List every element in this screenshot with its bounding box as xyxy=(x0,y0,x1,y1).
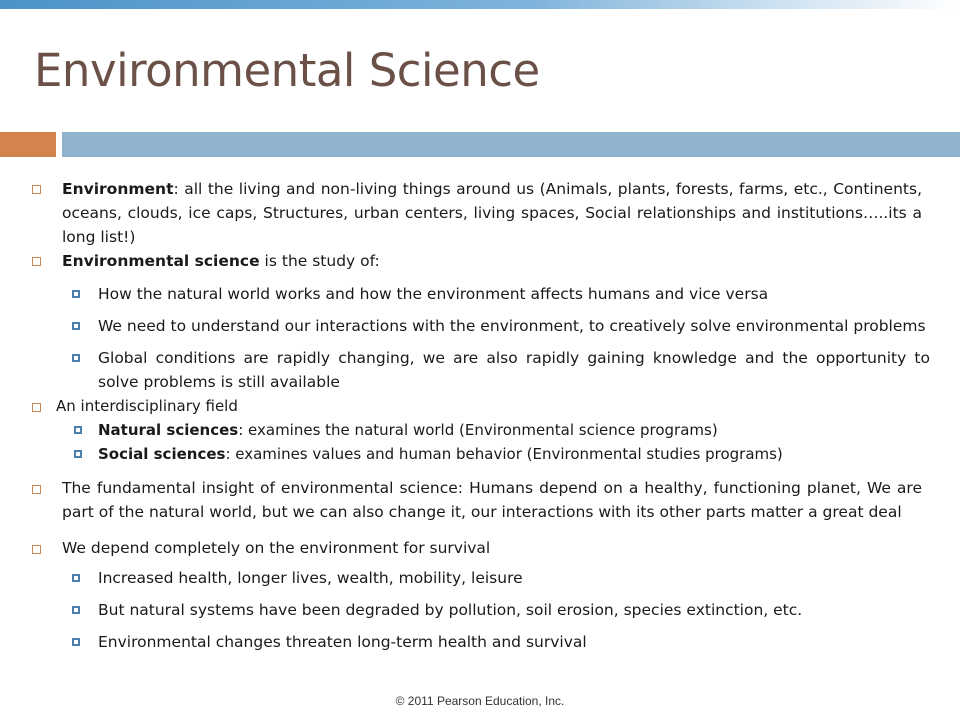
filled-square-bullet-icon xyxy=(74,426,82,434)
bullet-environmental-science: Environmental science is the study of: xyxy=(62,252,380,270)
bullet-depend-environment: We depend completely on the environment for survival xyxy=(62,539,491,557)
bullet-fundamental-insight: The fundamental insight of environmental science: Humans depend on a healthy, functioning planet, We are part of the natural world, but we can also change it, our interactions with its other parts matter a great deal xyxy=(62,479,922,521)
square-bullet-icon xyxy=(32,403,41,412)
square-bullet-icon xyxy=(32,545,41,554)
square-bullet-icon xyxy=(32,257,41,266)
sub-bullet: Global conditions are rapidly changing, we are also rapidly gaining knowledge and the opportunity to solve problems is still available xyxy=(98,349,930,391)
square-bullet-icon xyxy=(32,185,41,194)
filled-square-bullet-icon xyxy=(72,638,80,646)
filled-square-bullet-icon xyxy=(72,606,80,614)
bullet-interdisciplinary: An interdisciplinary field xyxy=(56,397,238,415)
slide-title: Environmental Science xyxy=(34,44,540,97)
sub-bullet-social-sciences: Social sciences: examines values and human behavior (Environmental studies programs) xyxy=(98,445,783,463)
filled-square-bullet-icon xyxy=(72,322,80,330)
filled-square-bullet-icon xyxy=(72,574,80,582)
sub-bullet: How the natural world works and how the environment affects humans and vice versa xyxy=(98,285,769,303)
bullet-environment: Environment: all the living and non-living things around us (Animals, plants, forests, farms, etc., Continents, oceans, clouds, ice caps, Structures, urban centers, living spaces, Social relationships and institutions…..its a long list!) xyxy=(62,180,922,246)
sub-bullet: We need to understand our interactions with the environment, to creatively solve environmental problems xyxy=(98,317,926,335)
sub-bullet: Increased health, longer lives, wealth, mobility, leisure xyxy=(98,569,523,587)
sub-bullet: But natural systems have been degraded by pollution, soil erosion, species extinction, etc. xyxy=(98,601,803,619)
filled-square-bullet-icon xyxy=(72,354,80,362)
sub-bullet-natural-sciences: Natural sciences: examines the natural world (Environmental science programs) xyxy=(98,421,718,439)
filled-square-bullet-icon xyxy=(74,450,82,458)
filled-square-bullet-icon xyxy=(72,290,80,298)
square-bullet-icon xyxy=(32,485,41,494)
sub-bullet: Environmental changes threaten long-term health and survival xyxy=(98,633,587,651)
copyright-footer: © 2011 Pearson Education, Inc. xyxy=(395,694,565,708)
